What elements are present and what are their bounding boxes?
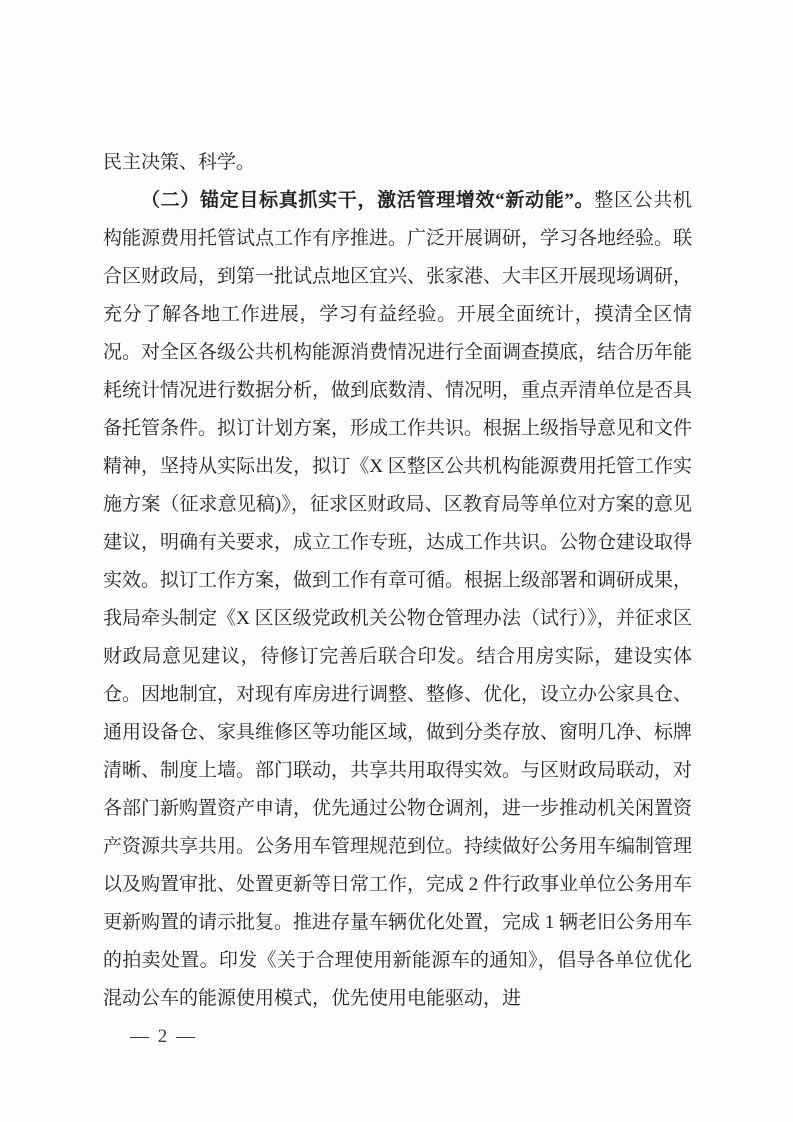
section-heading: （二）锚定目标真抓实干，激活管理增效“新动能”。 [141, 190, 595, 211]
paragraph-continuation: 民主决策、科学。 [103, 152, 256, 173]
section-body-text: 整区公共机构能源费用托管试点工作有序推进。广泛开展调研，学习各地经验。联合区财政局，到第一批试点地区宜兴、张家港、大丰区开展现场调研，充分了解各地工作进展，学习有益经验。开展全面统计，摸清全区情况。对全区各级公共机构能源消费情况进行全面调查摸底，结合历年能耗统计情况进行数据分析，做到底数清、情况明，重点弄清单位是否具备托管条件。拟订计划方案，形成工作共识。根据上级指导意见和文件精神，坚持从实际出发，拟订《X 区整区公共机构能源费用托管工作实施方案（征求意见稿)》，征求区财政局、区教育局等单位对方案的意见建议，明确有关要求，成立工作专班，达成工作共识。公物仓建设取得实效。拟订工作方案，做到工作有章可循。根据上级部署和调研成果，我局牵头制定《X 区区级党政机关公物仓管理办法（试行）》，并征求区财政局意见建议，待修订完善后联合印发。结合用房实际，建设实体仓。因地制宜，对现有库房进行调整、整修、优化，设立办公家具仓、通用设备仓、家具维修区等功能区域，做到分类存放、窗明几净、标牌清晰、制度上墙。部门联动，共享共用取得实效。与区财政局联动，对各部门新购置资产申请，优先通过公物仓调剂，进一步推动机关闲置资产资源共享共用。公务用车管理规范到位。持续做好公务用车编制管理以及购置审批、处置更新等日常工作，完成 2 件行政事业单位公务用车更新购置的请示批复。推进存量车辆优化处置，完成 1 辆老旧公务用车的拍卖处置。印发《关于合理使用新能源车的通知》，倡导各单位优化混动公车的能源使用模式，优先使用电能驱动，进 [103, 190, 693, 1009]
page-number: — 2 — [130, 1026, 197, 1047]
page-content [103, 144, 692, 1018]
paragraph-section-2 [103, 182, 692, 1018]
